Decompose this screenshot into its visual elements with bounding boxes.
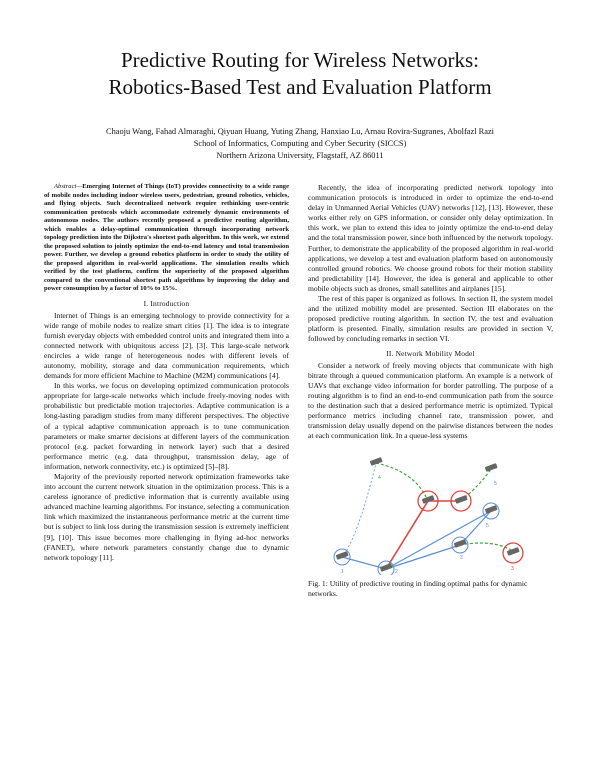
node-label: 5 (486, 523, 489, 530)
link-blue-1 (342, 557, 386, 569)
node-label: 1 (341, 569, 344, 576)
abstract-lead: Abstract— (54, 183, 83, 190)
node-label: 3 (511, 566, 514, 573)
network-diagram (308, 449, 553, 575)
author-university: Northern Arizona University, Flagstaff, AZ 86011 (216, 151, 384, 160)
intro-paragraph-3: Majority of the previously reported network optimization frameworks take into account the current network situation in the optimization process. This is a careless ignorance of predictive information that is currently available using advanced machine learning algorithms. For instance, selecting a communication link which maximized the instantaneous performance metric at the current time but is subject to link loss during the transmission session is extremely inefficient [9], [10]. This issue becomes more challenging in flying ad-hoc networks (FANET), where network parameters constantly change due to dynamic network topology [11]. (44, 472, 289, 562)
model-heading: II. Network Mobility Model (386, 348, 475, 358)
robot-icon (455, 495, 468, 504)
robot-icons (336, 457, 520, 572)
intro-paragraph-1: Internet of Things is an emerging technology to provide connectivity for a wide range of mobile nodes to realize smart cities [1]. The idea is to integrate furnish everyday objects with embedded control units and integrated them into a connected network with ubiquitous access [2], [3]. This large-scale network encircles a wide range of heterogeneous nodes with different levels of autonomy, mobility, storage and data communication requirements, which demands for more efficient Machine to Machine (M2M) communications [4]. (44, 310, 289, 381)
author-names: Chaoju Wang, Fahad Almaraghi, Qiyuan Huang, Yuting Zhang, Hanxiao Lu, Arnau Rovira-Sugranes, Abolfazl Razi (106, 127, 494, 136)
intro-heading: I. Introduction (143, 298, 190, 308)
node-label: 4 (378, 475, 381, 482)
robot-icon (422, 495, 435, 504)
robot-icon (370, 457, 383, 466)
abstract (44, 183, 289, 294)
robot-icon (454, 539, 467, 548)
robot-icon (485, 505, 498, 514)
title-line-2: Robotics-Based Test and Evaluation Platform (108, 75, 492, 99)
node-label: 2 (395, 569, 398, 576)
left-column (44, 183, 289, 563)
right-paragraph-2: The rest of this paper is organized as follows. In section II, the system model and the utilized mobility model are presented. Section III elaborates on the proposed predictive routing algorithm. In section IV, the test and evaluation platform is presented. Finally, simulation results are provided in section V, followed by concluding remarks in section VI. (308, 294, 553, 344)
trajectory-blue (342, 463, 376, 557)
robot-icon (507, 547, 520, 556)
paper-title (0, 47, 600, 101)
author-block (0, 126, 600, 162)
author-affiliation: School of Informatics, Computing and Cyber Security (SICCS) (193, 139, 407, 148)
right-paragraph-1: Recently, the idea of incorporating predicted network topology into communication protocols is introduced in order to optimize the end-to-end delay in Unmanned Aerial Vehicles (UAV) networks [12], [13]. However, these works either rely on GPS information, or consider only delay optimization. In this work, we plan to extend this idea to jointly optimize the end-to-end delay and the total transmission power, since both influenced by the network topology. Further, to demonstrate the applicability of the proposed algorithm in real-world applications, we develop a test and evaluation platform based on autonomously controlled ground robotics. We choose ground robots for their motion stability and predictability [14]. However, the idea is general and applicable to other mobile objects such as drones, small satellites and airplanes [15]. (308, 183, 553, 293)
title-line-1: Predictive Routing for Wireless Networks: (120, 48, 480, 72)
robot-icon (485, 463, 498, 472)
trajectory-green-1 (376, 463, 426, 497)
figure-caption: Fig. 1: Utility of predictive routing in finding optimal paths for dynamic networks. (308, 579, 528, 599)
node-label: 3 (460, 555, 463, 562)
robot-icon (380, 563, 393, 572)
link-blue-4 (386, 511, 491, 569)
model-paragraph-1: Consider a network of freely moving objects that communicate with high bitrate through a queued communication platform. An example is a network of UAVs that exchange video information for border patrolling. The purpose of a routing algorithm is to find an end-to-end communication path from the source to the destination such that a desired performance metric is optimized. Typical performance metrics including channel rate, transmission power, and transmission delay usually depend on the pairwise distances between the nodes at each communication link. In a queue-less systems (308, 360, 553, 441)
abstract-text: Emerging Internet of Things (IoT) provides connectivity to a wide range of mobile nodes including indoor wireless users, pedestrian, ground robotics, vehicles, and flying objects. Such decentralized network require rethinking user-centric communication protocols which accommodate extremely dynamic environments of autonomous nodes. The authors recently proposed a predictive routing algorithm, which enables a delay-optimal communication through incorporating network topology prediction into the Dijkstra's shortest path algorithm. In this work, we extend the proposed solution to jointly optimize the end-to-end latency and total transmission power. Further, we develop a ground robotics platform in order to study the utility of the proposed algorithm in real-world applications. The simulation results which verified by the test platform, confirm the superiority of the proposed algorithm compared to the conventional shortest path algorithms by improving the delay and power consumption by a factor of 10% to 15%. (44, 183, 289, 292)
node-labels (341, 475, 514, 575)
intro-paragraph-2: In this works, we focus on developing optimized communication protocols appropriate for large-scale networks which include freely-moving nodes with probabilistic but predictable motion trajectories. Adaptive communication is a long-lasting paradigm studies from many different perspectives. The objective of a typical adaptive communication approach is to tune communication parameters or make smarter decisions at different layers of the communication protocol (e.g. packet forwarding in network layer) such that a desired performance metric (e.g. data throughput, transmission delay, age of information, network connectivity, etc.) is optimized [5]–[8]. (44, 381, 289, 471)
figure-1 (308, 449, 553, 575)
link-red-1 (386, 501, 428, 569)
node-label: 5 (494, 481, 497, 488)
right-column (308, 183, 553, 599)
